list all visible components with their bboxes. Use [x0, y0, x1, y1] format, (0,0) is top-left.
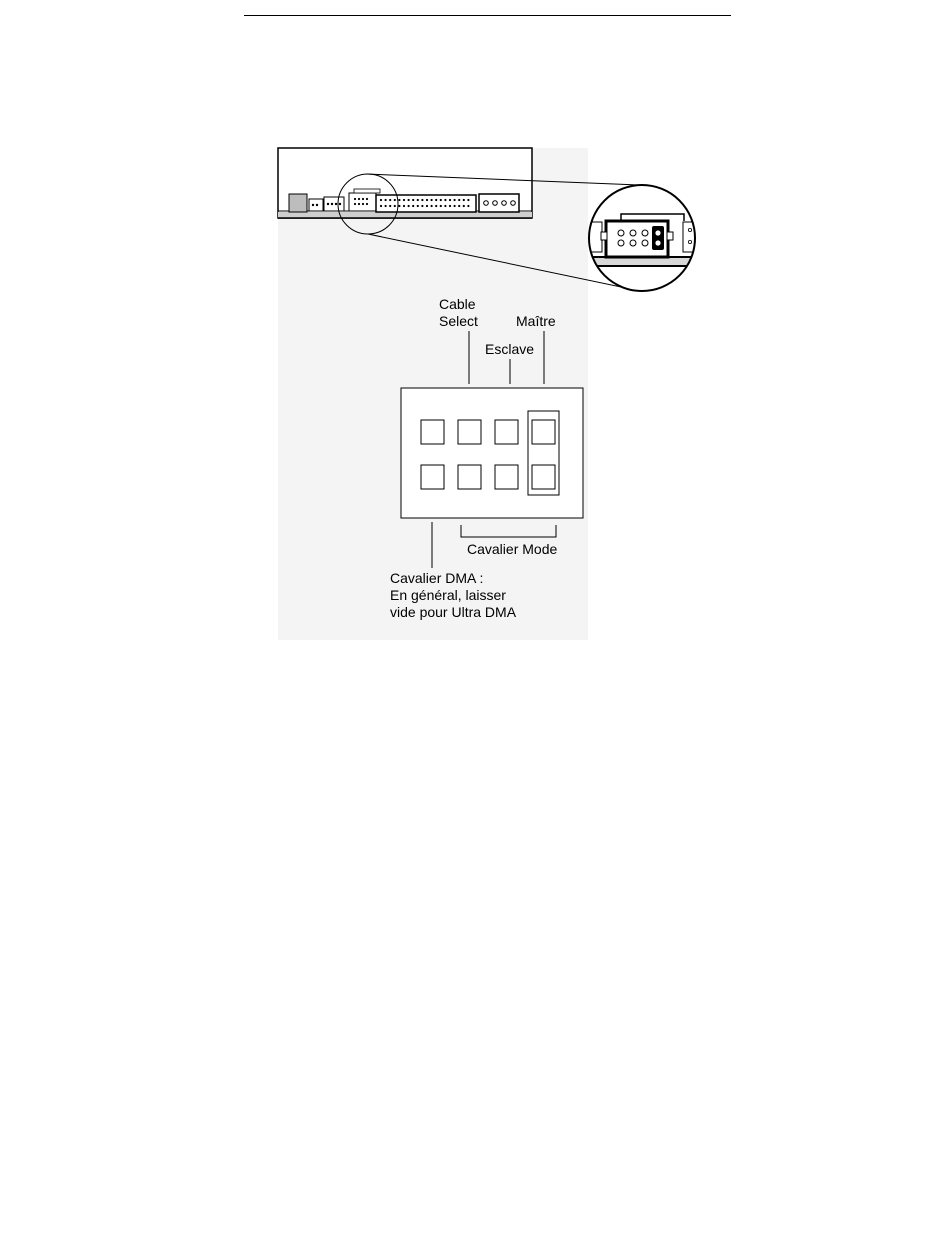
ide-pin — [408, 199, 410, 201]
ide-pin — [467, 199, 469, 201]
power-connector — [479, 194, 519, 212]
label-jumper-mode: Cavalier Mode — [467, 541, 558, 557]
jumper-pin — [421, 465, 444, 489]
ide-pin — [431, 205, 433, 207]
ide-pin — [449, 199, 451, 201]
jumper-pin — [458, 420, 481, 444]
ide-pin — [454, 205, 456, 207]
jumper-pin — [532, 465, 555, 489]
jumper-pin — [495, 465, 518, 489]
label-dma-line1: Cavalier DMA : — [390, 570, 484, 586]
ide-pin — [444, 199, 446, 201]
audio-out-block — [289, 194, 307, 212]
ide-pin — [417, 199, 419, 201]
ide-pin — [463, 199, 465, 201]
ide-pin — [440, 205, 442, 207]
jumper-pin — [458, 465, 481, 489]
zoom-magnified-view — [580, 185, 710, 291]
ide-pin — [431, 199, 433, 201]
label-dma-line2: En général, laisser — [390, 587, 506, 603]
ide-pin — [408, 205, 410, 207]
ide-pin — [403, 205, 405, 207]
ide-pin — [380, 205, 382, 207]
ide-pin — [467, 205, 469, 207]
ide-pin — [394, 205, 396, 207]
ide-pin — [440, 199, 442, 201]
ide-pin — [385, 199, 387, 201]
ide-pin — [394, 199, 396, 201]
ide-pin — [458, 205, 460, 207]
ide-pin — [412, 205, 414, 207]
jumper-pin — [495, 420, 518, 444]
ide-pin — [412, 199, 414, 201]
ide-pin — [398, 205, 400, 207]
ide-pin — [403, 199, 405, 201]
ide-pin — [426, 205, 428, 207]
label-cable-select-line2: Select — [439, 313, 478, 329]
label-master: Maître — [516, 313, 556, 329]
ide-pin — [435, 199, 437, 201]
ide-pin — [435, 205, 437, 207]
label-slave: Esclave — [485, 341, 535, 357]
ide-pin — [389, 205, 391, 207]
ide-pin — [421, 205, 423, 207]
ide-pin — [454, 199, 456, 201]
ide-pin — [385, 205, 387, 207]
ide-pin — [449, 205, 451, 207]
label-cable-select-line1: Cable — [439, 296, 476, 312]
jumper-pin — [532, 420, 555, 444]
ide-pin — [426, 199, 428, 201]
jumper-pin — [421, 420, 444, 444]
ide-pin — [463, 205, 465, 207]
ide-pin — [380, 199, 382, 201]
ide-pin — [398, 199, 400, 201]
label-dma-line3: vide pour Ultra DMA — [390, 604, 517, 620]
ide-connector — [376, 195, 476, 212]
ide-pin — [458, 199, 460, 201]
ide-pin — [421, 199, 423, 201]
ide-pin — [389, 199, 391, 201]
jumper-detail-panel — [401, 388, 583, 518]
ide-pin — [417, 205, 419, 207]
ide-pin — [444, 205, 446, 207]
